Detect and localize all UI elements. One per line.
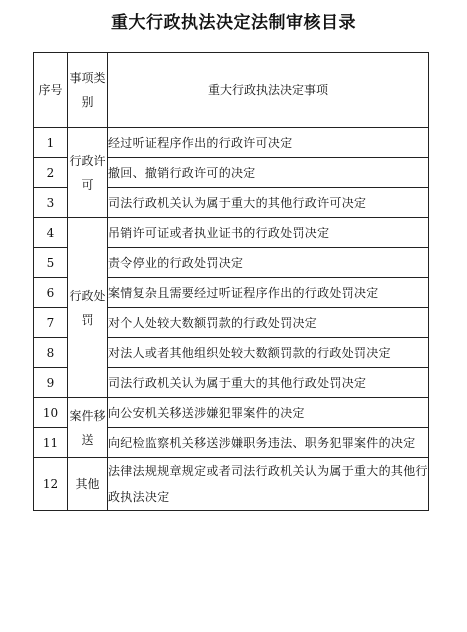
category-cell: 其他 xyxy=(68,458,108,511)
category-cell: 行政许可 xyxy=(68,128,108,218)
table-row xyxy=(34,458,429,511)
row-item: 经过听证程序作出的行政许可决定 xyxy=(108,128,429,158)
table-header-row xyxy=(34,53,429,128)
row-num: 4 xyxy=(34,218,68,248)
row-item: 对个人处较大数额罚款的行政处罚决定 xyxy=(108,308,429,338)
row-num: 12 xyxy=(34,458,68,511)
table-row xyxy=(34,398,429,428)
category-cell: 行政处罚 xyxy=(68,218,108,398)
table-row xyxy=(34,218,429,248)
row-item: 向纪检监察机关移送涉嫌职务违法、职务犯罪案件的决定 xyxy=(108,428,429,458)
category-cell: 案件移送 xyxy=(68,398,108,458)
row-num: 9 xyxy=(34,368,68,398)
header-item: 重大行政执法决定事项 xyxy=(108,53,429,128)
row-num: 3 xyxy=(34,188,68,218)
row-item: 法律法规规章规定或者司法行政机关认为属于重大的其他行政执法决定 xyxy=(108,458,429,511)
page-title: 重大行政执法决定法制审核目录 xyxy=(111,13,356,33)
row-item: 司法行政机关认为属于重大的其他行政处罚决定 xyxy=(108,368,429,398)
header-category: 事项类别 xyxy=(68,53,108,128)
row-item: 向公安机关移送涉嫌犯罪案件的决定 xyxy=(108,398,429,428)
row-item: 对法人或者其他组织处较大数额罚款的行政处罚决定 xyxy=(108,338,429,368)
row-item: 案情复杂且需要经过听证程序作出的行政处罚决定 xyxy=(108,278,429,308)
row-num: 8 xyxy=(34,338,68,368)
row-num: 7 xyxy=(34,308,68,338)
row-num: 6 xyxy=(34,278,68,308)
row-num: 11 xyxy=(34,428,68,458)
row-num: 1 xyxy=(34,128,68,158)
row-item: 撤回、撤销行政许可的决定 xyxy=(108,158,429,188)
row-item: 吊销许可证或者执业证书的行政处罚决定 xyxy=(108,218,429,248)
header-num: 序号 xyxy=(34,53,68,128)
row-item: 司法行政机关认为属于重大的其他行政许可决定 xyxy=(108,188,429,218)
row-num: 2 xyxy=(34,158,68,188)
table-row xyxy=(34,128,429,158)
row-num: 5 xyxy=(34,248,68,278)
review-catalog-table xyxy=(33,52,429,511)
row-num: 10 xyxy=(34,398,68,428)
row-item: 责令停业的行政处罚决定 xyxy=(108,248,429,278)
